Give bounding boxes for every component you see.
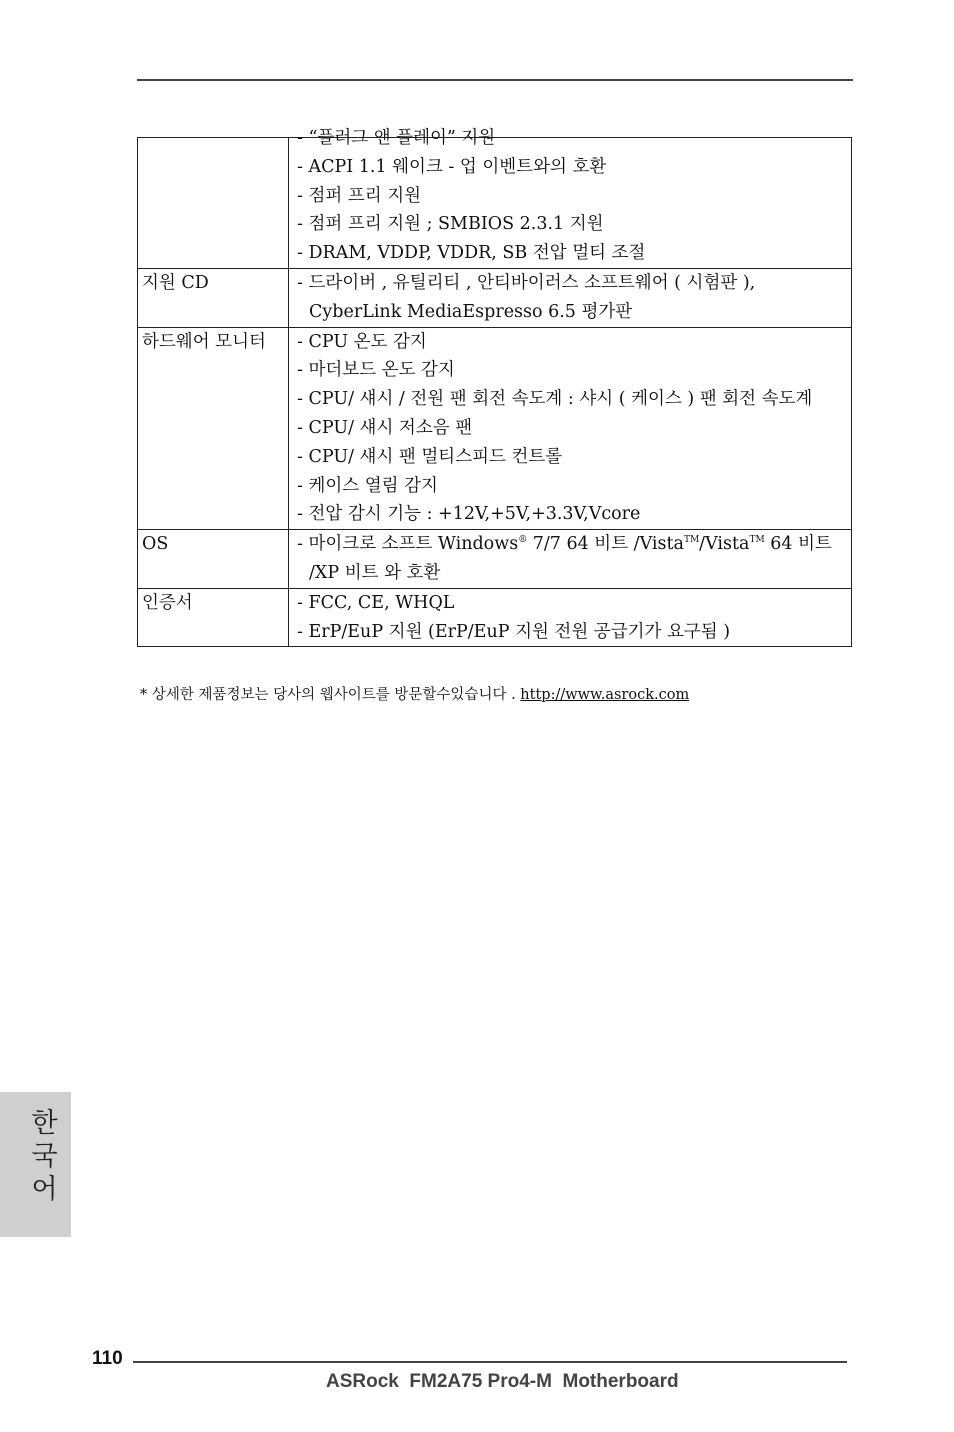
spec-line: - “플러그 앤 플레이” 지원 <box>297 128 496 148</box>
spec-line: - CPU/ 섀시 저소음 팬 <box>297 417 473 438</box>
language-tab-label: 한국어 <box>26 1108 57 1207</box>
trademark-mark: TM <box>749 535 765 546</box>
spec-line: - 점퍼 프리 지원 <box>297 185 422 206</box>
trademark-mark: TM <box>683 535 700 546</box>
spec-line: - ErP/EuP 지원 (ErP/EuP 지원 전원 공급기가 요구됨 ) <box>297 621 731 642</box>
spec-line: - DRAM, VDDP, VDDR, SB 전압 멀티 조절 <box>297 243 646 264</box>
os-text: 64 비트 /XP 비트 와 호환 <box>309 534 832 583</box>
header-rule <box>137 79 853 81</box>
spec-values <box>289 268 852 327</box>
spec-category <box>138 138 289 269</box>
spec-values <box>289 588 852 647</box>
spec-line: - CPU/ 섀시 / 전원 팬 회전 속도계 : 샤시 ( 케이스 ) 팬 회전 속도계 <box>297 389 813 410</box>
spec-line: - 마더보드 온도 감지 <box>297 360 455 381</box>
spec-values <box>289 327 852 530</box>
footer-rule <box>133 1361 847 1363</box>
spec-table <box>137 128 852 647</box>
spec-category: 하드웨어 모니터 <box>138 327 289 530</box>
spec-row-support-cd <box>138 268 852 327</box>
footer-title: ASRock FM2A75 Pro4-M Motherboard <box>326 1371 679 1392</box>
spec-values <box>289 128 852 269</box>
footnote-text: * 상세한 제품정보는 당사의 웹사이트를 방문할수있습니다 . <box>140 687 521 703</box>
language-side-tab <box>0 1092 71 1237</box>
registered-mark: ® <box>518 535 528 546</box>
spec-row-os <box>138 530 852 589</box>
page-number: 110 <box>92 1348 123 1369</box>
spec-values <box>289 530 852 589</box>
spec-category: OS <box>138 530 289 589</box>
spec-line-os <box>289 530 851 588</box>
spec-line: - CPU/ 섀시 팬 멀티스피드 컨트롤 <box>297 446 563 467</box>
spec-line: - 점퍼 프리 지원 ; SMBIOS 2.3.1 지원 <box>297 214 604 235</box>
spec-line: - 케이스 열림 감지 <box>297 475 438 496</box>
spec-line: - FCC, CE, WHQL <box>297 592 455 613</box>
os-text: - 마이크로 소프트 Windows <box>297 534 519 555</box>
spec-line: - CPU 온도 감지 <box>297 331 427 352</box>
spec-line: - 전압 감시 기능 : +12V,+5V,+3.3V,Vcore <box>297 504 641 525</box>
spec-row-hardware-monitor <box>138 327 852 530</box>
spec-line: - ACPI 1.1 웨이크 - 업 이벤트와의 호환 <box>297 156 607 177</box>
os-text: 7/7 64 비트 /Vista <box>527 534 684 555</box>
spec-line: - 드라이버 , 유틸리티 , 안티바이러스 소프트웨어 ( 시험판 ), CyberLink MediaEspresso 6.5 평가판 <box>297 272 756 322</box>
spec-row-misc <box>138 138 852 269</box>
footnote <box>140 683 852 704</box>
asrock-website-link[interactable]: http://www.asrock.com <box>520 687 690 703</box>
os-text: /Vista <box>699 534 750 555</box>
spec-category: 지원 CD <box>138 268 289 327</box>
spec-row-certifications <box>138 588 852 647</box>
spec-category: 인증서 <box>138 588 289 647</box>
